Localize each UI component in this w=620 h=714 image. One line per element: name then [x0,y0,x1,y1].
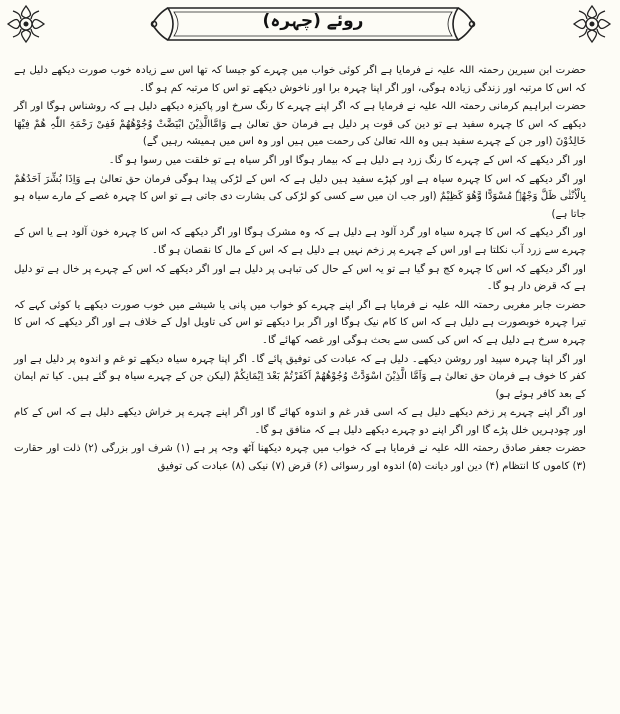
paragraph-dusty-face: اور اگر دیکھے کہ اس کا چہرہ سیاہ اور گرد آلود ہے دلیل ہے کہ وہ مشرک ہوگا اور اگر دیکھے کہ اس کا چہرہ خون آلود ہے یا اس کے چہرے سے زرد آب نکلتا ہے اور اس کے چہرے پر زخم نہیں ہے دلیل ہے کہ اس کے مال کا نقصان ہو گا۔ [14,227,586,256]
paragraph-wounded-face: اور اگر اپنے چہرے پر زخم دیکھے دلیل ہے کہ اسی قدر غم و اندوہ کھائے گا اور اگر اپنے چہرے پر خراش دیکھے دلیل ہے کہ اس کے کام اور چودہریں خلل پڑے گا اور اگر اپنے دو چہرے دیکھے دلیل ہے کہ منافق ہو گا۔ [14,407,586,436]
floral-ornament-icon [570,2,614,46]
floral-ornament-icon [4,2,48,46]
page-title: روئے (چہرہ) [262,11,364,31]
paragraph-jabir-maghribi: حضرت جابر مغربی رحمتہ اللہ علیہ نے فرمایا ہے اگر اپنے چہرے کو خواب میں پانی یا شیشے میں خوب صورت دیکھے یا کوئی کہے کہ تیرا چہرہ خوبصورت ہے دلیل ہے کہ اس کا کام نیک ہوگا اور اگر برا دیکھے تو اس کی تاویل اول کے خلاف ہے اور اگر دیکھے کہ اس کا چہرہ سرخ ہے دلیل ہے کہ اس کی کسی سے بحث ہوگی اور غصہ کھائے گا۔ [14,299,586,346]
paragraph-black-face-white-clothes: اور اگر دیکھے کہ اس کا چہرہ سیاہ ہے اور کپڑے سفید ہیں دلیل ہے کہ اس کے لڑکی پیدا ہوگی فرمان حق تعالیٰ ہے وَاِذَا بُشِّرَ اَحَدُھُمْ بِالْاُنْثٰی ظَلَّ وَجْھُہٗ مُسْوَدًّا وَّھُوَ کَظِیْمٌ (اور جب ان میں سے کسی کو لڑکی کی بشارت دی جاتی ہے تو اس کا چہرہ غصے کے مارے سیاہ ہو جاتا ہے) [14,173,586,220]
page-header [0,0,620,58]
article-body [14,62,608,477]
paragraph-ibrahim-kirmani: حضرت ابراہیم کرمانی رحمتہ اللہ علیہ نے فرمایا ہے کہ اگر اپنے چہرے کا رنگ سرخ اور پاکیزہ دیکھے دلیل ہے کہ روشناس ہوگا اور اگر دیکھے کہ اس کا چہرہ سفید ہے تو دین کی قوت پر دلیل ہے فرمان حق تعالیٰ ہے وَامَّاالَّذِیْنَ ابْیَضَّتْ وُجُوْھُھُمْ فَفِیْ رَحْمَۃِ اللّٰہِ ھُمْ فِیْھَا خَالِدُوْنَ (اور جن کے چہرے سفید ہیں وہ اللہ تعالیٰ کی رحمت میں ہیں اور وہ اس میں ہمیشہ رہیں گے) [14,101,586,148]
paragraph-ibn-sirin: حضرت ابن سیرین رحمتہ اللہ علیہ نے فرمایا ہے اگر کوئی خواب میں چہرے کو جیسا کہ تھا اس سے زیادہ خوب صورت دیکھے دلیل ہے کہ اس کا مرتبہ اور زندگی زیادہ ہوگی، اور اگر اپنا چہرہ برا اور ناخوش دیکھے تو اس کا مرتبہ کم ہو گا۔ [14,65,586,94]
paragraph-jafar-sadiq: حضرت جعفر صادق رحمتہ اللہ علیہ نے فرمایا ہے کہ خواب میں چہرہ دیکھنا آٹھ وجہ پر ہے (۱) شرف اور بزرگی (۲) ذلت اور حقارت (۳) کاموں کا انتظام (۴) دین اور دیانت (۵) اندوہ اور رسوائی (۶) قرض (۷) نیکی (۸) عبادت کی توفیق [14,443,586,473]
paragraph-bright-face: اور اگر اپنا چہرہ سپید اور روشن دیکھے۔ دلیل ہے کہ عبادت کی توفیق پائے گا۔ اگر اپنا چہرہ سیاہ دیکھے تو غم و اندوہ پر دلیل ہے اور کفر کا خوف ہے فرمان حق تعالیٰ ہے وَاَمَّا الَّذِیْنَ اسْوَدَّتْ وُجُوْھُھُمْ اَکَفَرْتُمْ بَعْدَ اِیْمَانِکُمْ (لیکن جن کے چہرے سیاہ ہو گئے ہیں۔ کیا تم ایمان کے بعد کافر ہوئے ہو) [14,353,586,400]
paragraph-yellow-face: اور اگر دیکھے کہ اس کے چہرے کا رنگ زرد ہے دلیل ہے کہ بیمار ہوگا اور اگر سیاہ ہے تو خلقت میں رسوا ہو گا۔ [108,154,586,166]
paragraph-crooked-face: اور اگر دیکھے کہ اس کا چہرہ کج ہو گیا ہے تو یہ اس کے حال کی تباہی پر دلیل ہے اور اگر دیکھے کہ اس کے چہرے پر خال ہے تو دلیل ہے کہ قرض دار ہو گا۔ [14,263,586,293]
